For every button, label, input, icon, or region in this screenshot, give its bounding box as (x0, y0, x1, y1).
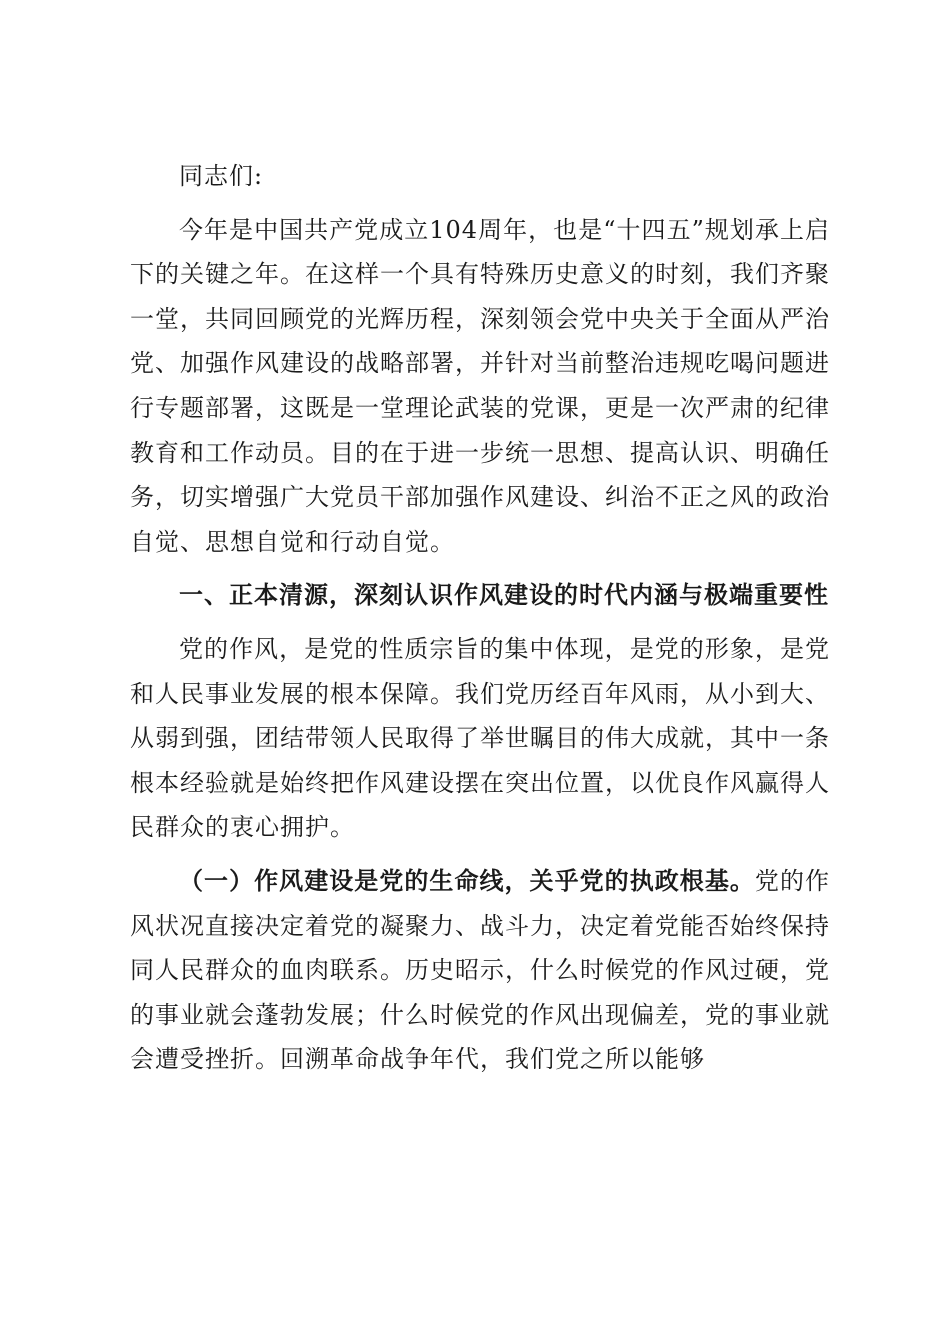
section-heading: 一、正本清源，深刻认识作风建设的时代内涵与极端重要性 (179, 581, 829, 610)
section-intro-paragraph: 党的作风，是党的性质宗旨的集中体现，是党的形象，是党和人民事业发展的根本保障。我们党历经百年风雨，从小到大、从弱到强，团结带领人民取得了举世瞩目的伟大成就，其中一条根本经验就是始终把作风建设摆在突出位置，以优良作风赢得人民群众的衷心拥护。 (130, 634, 830, 842)
subsection-body: 党的作风状况直接决定着党的凝聚力、战斗力，决定着党能否始终保持同人民群众的血肉联系。历史昭示，什么时候党的作风过硬，党的事业就会蓬勃发展；什么时候党的作风出现偏差，党的事业就会遭受挫折。回溯革命战争年代，我们党之所以能够 (130, 866, 831, 1074)
document-body (130, 154, 830, 1091)
subsection-lead: （一）作风建设是党的生命线，关乎党的执政根基。 (179, 866, 755, 895)
opening-paragraph: 今年是中国共产党成立104周年，也是“十四五”规划承上启下的关键之年。在这样一个具有特殊历史意义的时刻，我们齐聚一堂，共同回顾党的光辉历程，深刻领会党中央关于全面从严治党、加强作风建设的战略部署，并针对当前整治违规吃喝问题进行专题部署，这既是一堂理论武装的党课，更是一次严肃的纪律教育和工作动员。目的在于进一步统一思想、提高认识、明确任务，切实增强广大党员干部加强作风建设、纠治不正之风的政治自觉、思想自觉和行动自觉。 (130, 215, 830, 556)
subsection-paragraph (130, 859, 830, 1082)
greeting: 同志们: (179, 162, 264, 190)
